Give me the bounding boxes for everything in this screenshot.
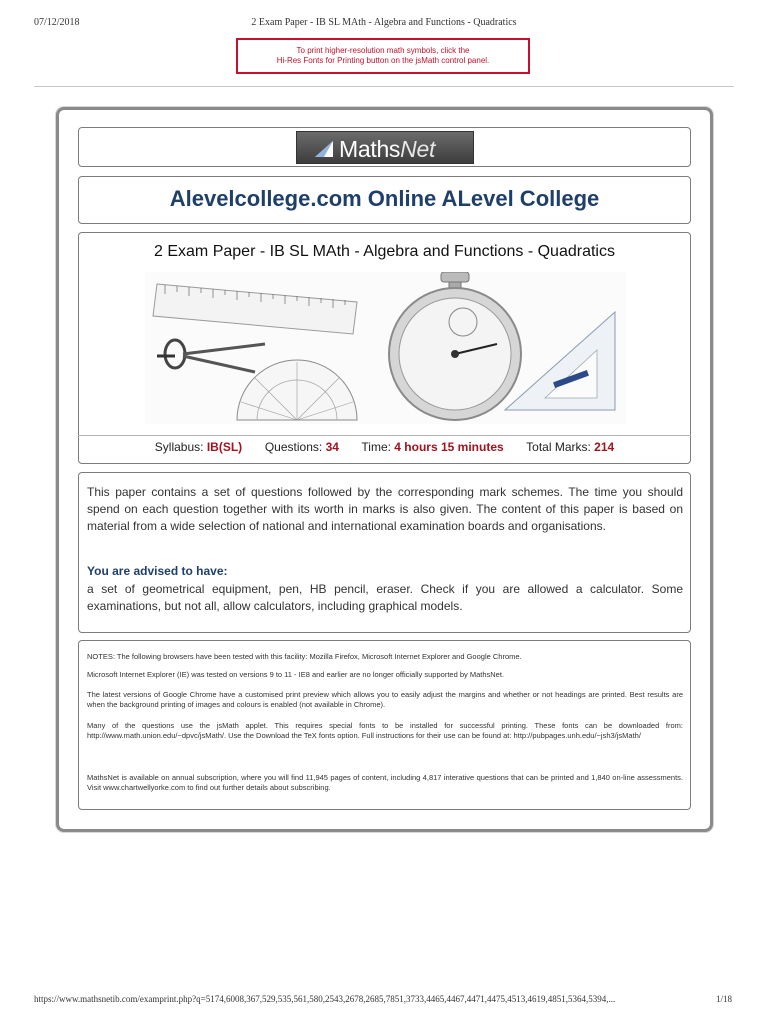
syllabus-value: IB(SL) <box>206 440 243 454</box>
paper-description: This paper contains a set of questions followed by the corresponding mark schemes. The time you should spend on each question together with its worth in marks is also given. The content of this paper is based on material from a wide selection of national and international examination boards and organisations. <box>87 485 683 533</box>
syllabus-label: Syllabus: <box>154 440 204 454</box>
compass-icon <box>157 340 265 372</box>
time-label: Time: <box>361 440 391 454</box>
logo-prefix: Maths <box>339 136 401 162</box>
questions-value: 34 <box>325 440 339 454</box>
syllabus-divider <box>78 435 691 436</box>
ruler-icon <box>153 284 357 334</box>
mathsnet-logo-mark-icon <box>313 139 335 159</box>
page-number: 1/18 <box>716 994 733 1004</box>
mathsnet-logo-text <box>339 136 435 163</box>
logo-suffix: Net <box>400 136 436 162</box>
jsmath-notice-line2: Hi-Res Fonts for Printing button on the jsMath control panel. <box>276 56 490 65</box>
protractor-icon <box>237 360 357 420</box>
total-marks-label: Total Marks: <box>526 440 591 454</box>
advised-equipment-text: a set of geometrical equipment, pen, HB pencil, eraser. Check if you are allowed a calculator. Some examinations, but not all, allow calculators, including graphical models. <box>87 582 683 613</box>
note-chrome-print: The latest versions of Google Chrome have a customised print preview which allows you to easily adjust the margins and whether or not headings are printed. Best results are when the background printing of images and colours is enabled (not available in Chrome). <box>87 690 683 709</box>
stopwatch-icon <box>389 272 521 420</box>
exam-summary <box>78 440 691 454</box>
print-footer-url: https://www.mathsnetib.com/examprint.php?q=5174,6008,367,529,535,561,580,2543,2678,2685,7851,3733,4465,4467,4471,4475,4513,4619,4851,5364,5394,... <box>34 994 616 1004</box>
time-value: 4 hours 15 minutes <box>394 440 504 454</box>
questions-label: Questions: <box>264 440 323 454</box>
exam-title: 2 Exam Paper - IB SL MAth - Algebra and Functions - Quadratics <box>154 243 615 260</box>
jsmath-notice-line1: To print higher-resolution math symbols, click the <box>296 46 470 55</box>
print-date: 07/12/2018 <box>34 17 80 28</box>
mathsnet-logo <box>296 131 474 164</box>
total-marks-value: 214 <box>594 440 615 454</box>
header-divider <box>34 86 734 87</box>
college-title: Alevelcollege.com Online ALevel College <box>169 186 600 211</box>
note-jsmath-fonts: Many of the questions use the jsMath applet. This requires special fonts to be installed for successful printing. These fonts can be downloaded from: http://www.math.union.edu/~dpvc/jsMath/. Use the Download the TeX fonts option. Full instructions for their use can be found at: http://pubpages.unh.edu/~jsh3/jsMath/ <box>87 721 683 740</box>
note-subscription: MathsNet is available on annual subscription, where you will find 11,945 pages of content, including 4,817 interative questions that can be printed and 1,840 on-line assessments. Visit www.chartwellyorke.com to find out further details about subscribing. <box>87 773 683 792</box>
geometry-equipment-illustration <box>145 272 626 424</box>
note-ie-support: Microsoft Internet Explorer (IE) was tested on versions 9 to 11 - IE8 and earlier are no longer officially supported by MathsNet. <box>87 670 505 679</box>
advised-heading: You are advised to have: <box>87 564 228 578</box>
print-header-title: 2 Exam Paper - IB SL MAth - Algebra and Functions - Quadratics <box>251 17 517 28</box>
jsmath-print-notice <box>236 38 530 74</box>
note-browsers: NOTES: The following browsers have been tested with this facility: Mozilla Firefox, Microsoft Internet Explorer and Google Chrome. <box>87 652 522 661</box>
